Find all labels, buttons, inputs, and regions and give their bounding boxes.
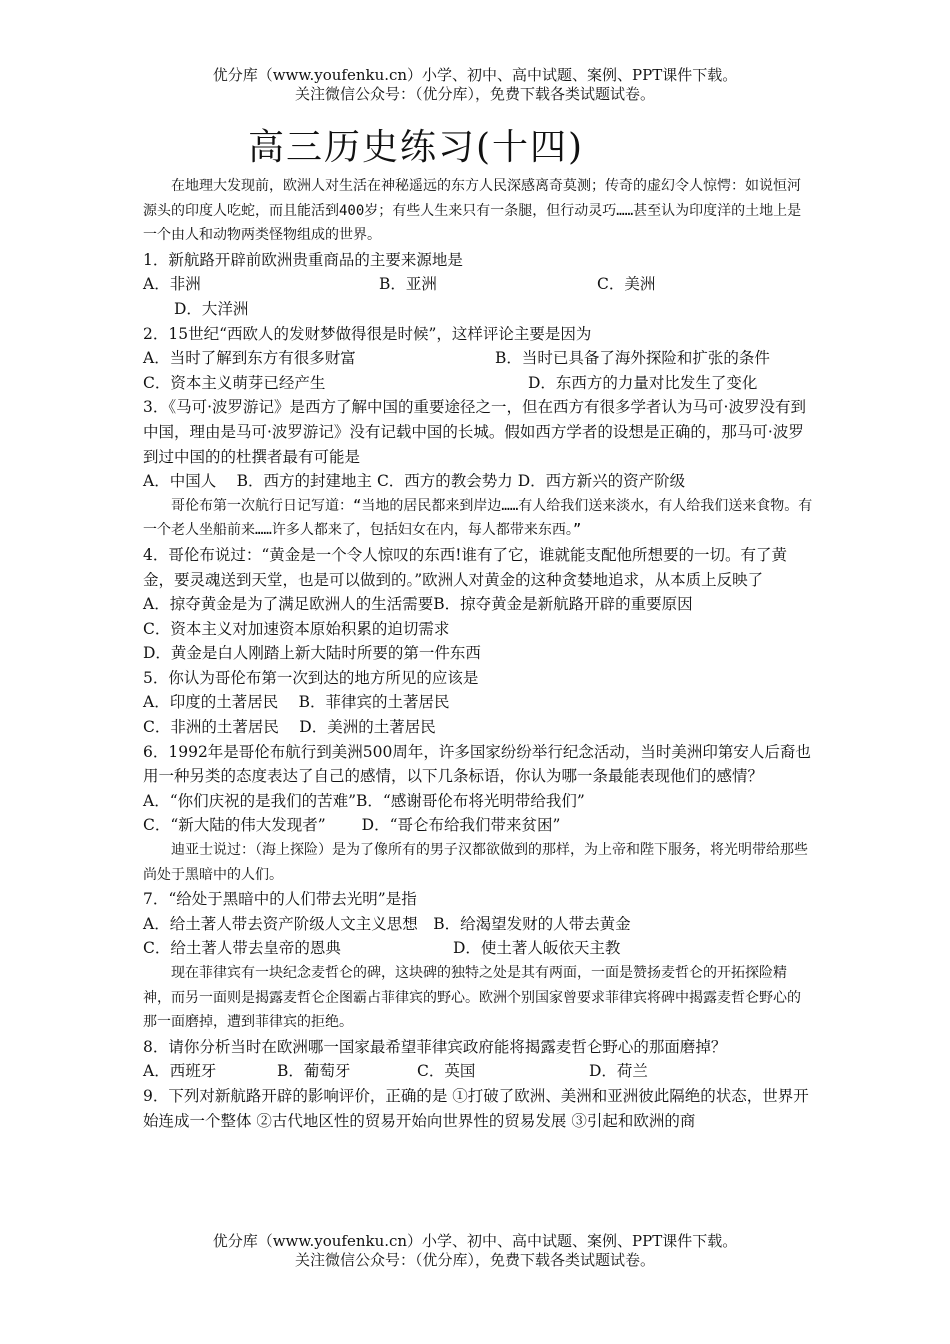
footer-line-1: 优分库（www.youfenku.cn）小学、初中、高中试题、案例、PPT课件下载。 <box>212 1232 738 1250</box>
q7-options-ab: A．给土著人带去资产阶级人文主义思想 B．给渴望发财的人带去黄金 <box>143 914 631 933</box>
q7-option-c: C．给土著人带去皇帝的恩典 <box>143 939 341 958</box>
q7-stem: 7．“给处于黑暗中的人们带去光明”是指 <box>143 890 417 909</box>
material-3: 迪亚士说过：（海上探险）是为了像所有的男子汉都欲做到的那样，为上帝和陛下服务，将光明带给那些尚处于黑暗中的人们。 <box>143 842 808 883</box>
q2-stem: 2．15世纪“西欧人的发财梦做得很是时候”，这样评论主要是因为 <box>143 324 592 343</box>
q6-options-ab: A．“你们庆祝的是我们的苦难”B．“感谢哥伦布将光明带给我们” <box>143 791 585 810</box>
q1-stem: 1．新航路开辟前欧洲贵重商品的主要来源地是 <box>143 250 463 269</box>
q5-options-ab: A．印度的土著居民 B．菲律宾的土著居民 <box>143 693 450 712</box>
page-footer <box>0 1232 950 1270</box>
q8-option-b: B．葡萄牙 <box>277 1062 351 1081</box>
q3-stem: 3．《马可·波罗游记》是西方了解中国的重要途径之一，但在西方有很多学者认为马可·波罗没有到中国，理由是马可·波罗游记》没有记载中国的长城。假如西方学者的设想是正确的，那马可·波罗到过中国的的杜撰者最有可能是 <box>143 398 806 466</box>
header-line-1: 优分库（www.youfenku.cn）小学、初中、高中试题、案例、PPT课件下载。 <box>212 66 738 84</box>
q7-options-cd <box>143 936 813 961</box>
q2-option-b: B．当时已具备了海外探险和扩张的条件 <box>495 349 770 368</box>
q2-option-c: C．资本主义萌芽已经产生 <box>143 373 326 392</box>
q4-stem: 4．哥伦布说过：“黄金是一个令人惊叹的东西!谁有了它，谁就能支配他所想要的一切。有了黄金，要灵魂送到天堂，也是可以做到的。”欧洲人对黄金的这种贪婪地追求，从本质上反映了 <box>143 545 788 589</box>
material-2: 哥伦布第一次航行日记写道：“当地的居民都来到岸边……有人给我们送来淡水，有人给我们送来食物。有一个老人坐船前来……许多人都来了，包括妇女在内，每人都带来东西。” <box>143 497 813 539</box>
q6-stem: 6．1992年是哥伦布航行到美洲500周年，许多国家纷纷举行纪念活动，当时美洲印第安人后裔也用一种另类的态度表达了自己的感情，以下几条标语，你认为哪一条最能表现他们的感情？ <box>143 742 811 786</box>
q4-option-c: C．资本主义对加速资本原始积累的迫切需求 <box>143 619 450 638</box>
q5-options-cd: C．非洲的土著居民 D．美洲的土著居民 <box>143 718 436 737</box>
q1-option-b: B．亚洲 <box>379 275 437 294</box>
q6-options-cd: C．“新大陆的伟大发现者” D．“哥仑布给我们带来贫困” <box>143 816 561 835</box>
q8-options <box>143 1059 813 1084</box>
q1-option-c: C．美洲 <box>597 275 656 294</box>
q2-options-cd <box>143 371 813 396</box>
page-title: 高三历史练习(十四) <box>248 127 585 168</box>
q7-option-d: D．使土著人皈依天主教 <box>453 939 621 958</box>
q4-option-d: D．黄金是白人刚踏上新大陆时所要的第一件东西 <box>143 644 481 663</box>
q5-stem: 5．你认为哥伦布第一次到达的地方所见的应该是 <box>143 668 479 687</box>
q8-stem: 8．请你分析当时在欧洲哪一国家最希望菲律宾政府能将揭露麦哲仑野心的那面磨掉？ <box>143 1037 727 1056</box>
q8-option-d: D．荷兰 <box>589 1062 648 1081</box>
q2-options-ab <box>143 346 813 371</box>
q2-option-a: A．当时了解到东方有很多财富 <box>143 349 356 368</box>
q8-option-c: C．英国 <box>417 1062 476 1081</box>
material-1: 在地理大发现前，欧洲人对生活在神秘遥远的东方人民深感离奇莫测；传奇的虚幻令人惊愕：如说恒河源头的印度人吃蛇，而且能活到400岁；有些人生来只有一条腿，但行动灵巧……甚至认为印度洋的土地上是一个由人和动物两类怪物组成的世界。 <box>143 178 802 244</box>
q1-option-d: D．大洋洲 <box>174 299 249 318</box>
q9-stem: 9．下列对新航路开辟的影响评价，正确的是 ①打破了欧洲、美洲和亚洲彼此隔绝的状态，世界开始连成一个整体 ②古代地区性的贸易开始向世界性的贸易发展 ③引起和欧洲的商 <box>143 1086 809 1130</box>
q3-options: A．中国人 B．西方的封建地主 C．西方的教会势力 D．西方新兴的资产阶级 <box>143 472 686 491</box>
q1-options <box>143 272 813 297</box>
material-4: 现在菲律宾有一块纪念麦哲仑的碑，这块碑的独特之处是其有两面，一面是赞扬麦哲仑的开拓探险精神，而另一面则是揭露麦哲仑企图霸占菲律宾的野心。欧洲个别国家曾要求菲律宾将碑中揭露麦哲仑野心的那一面磨掉，遭到菲律宾的拒绝。 <box>143 965 801 1031</box>
header-line-2: 关注微信公众号：（优分库），免费下载各类试题试卷。 <box>294 85 655 103</box>
footer-line-2: 关注微信公众号：（优分库），免费下载各类试题试卷。 <box>294 1251 655 1269</box>
q2-option-d: D．东西方的力量对比发生了变化 <box>528 373 758 392</box>
q1-option-a: A．非洲 <box>143 275 201 294</box>
page-header <box>0 66 950 104</box>
document-body <box>143 174 813 1133</box>
q4-options-ab: A．掠夺黄金是为了满足欧洲人的生活需要B．掠夺黄金是新航路开辟的重要原因 <box>143 595 693 614</box>
q8-option-a: A．西班牙 <box>143 1062 217 1081</box>
